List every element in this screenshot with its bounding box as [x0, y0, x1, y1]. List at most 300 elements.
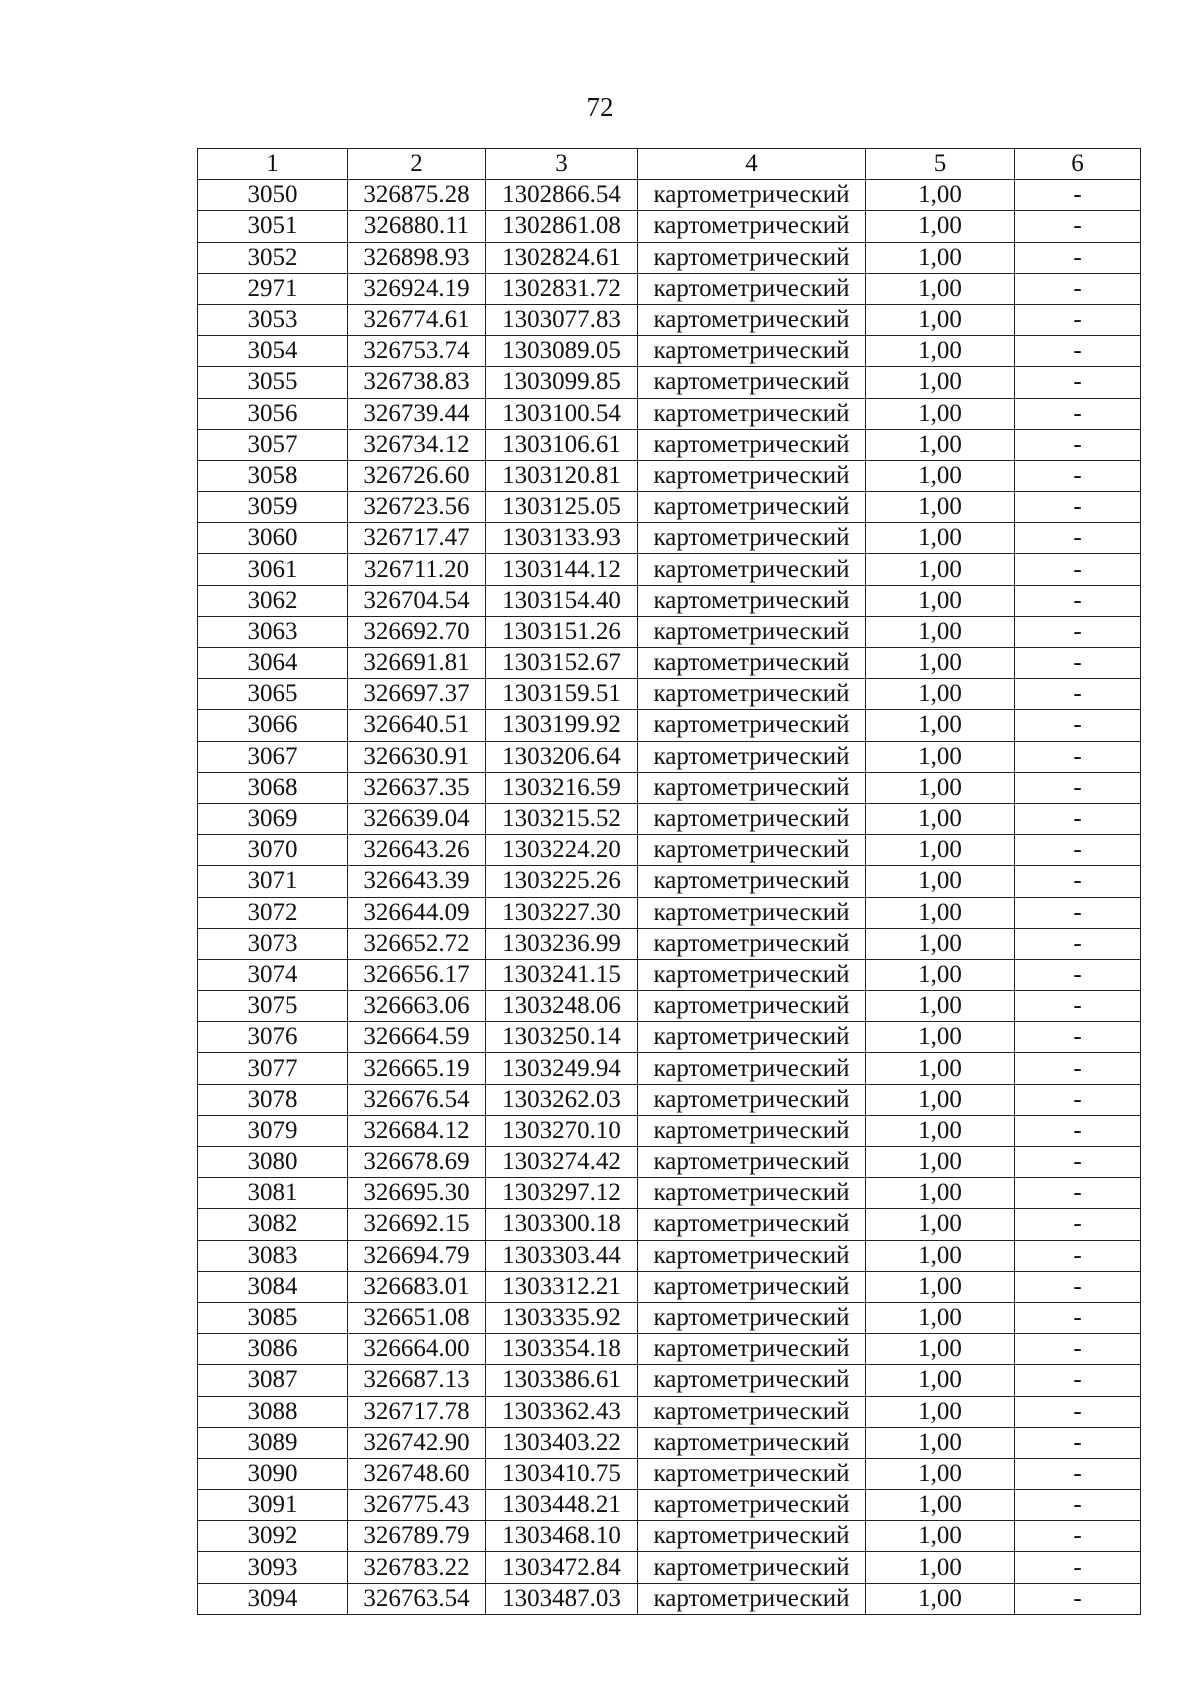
- method-cell: картометрический: [638, 1552, 866, 1583]
- point-number-cell: 3054: [198, 336, 348, 367]
- method-cell: картометрический: [638, 1115, 866, 1146]
- point-number-cell: 3094: [198, 1583, 348, 1614]
- note-cell: -: [1015, 1521, 1141, 1552]
- precision-cell: 1,00: [866, 1552, 1015, 1583]
- note-cell: -: [1015, 1178, 1141, 1209]
- table-row: [198, 523, 1141, 554]
- table-row: [198, 1552, 1141, 1583]
- column-header-5: 5: [866, 149, 1015, 180]
- note-cell: -: [1015, 835, 1141, 866]
- x-coordinate-cell: 326775.43: [348, 1490, 486, 1521]
- table-row: [198, 1458, 1141, 1489]
- y-coordinate-cell: 1303225.26: [486, 866, 638, 897]
- method-cell: картометрический: [638, 616, 866, 647]
- y-coordinate-cell: 1303120.81: [486, 460, 638, 491]
- note-cell: -: [1015, 1271, 1141, 1302]
- precision-cell: 1,00: [866, 1427, 1015, 1458]
- x-coordinate-cell: 326692.15: [348, 1209, 486, 1240]
- x-coordinate-cell: 326738.83: [348, 367, 486, 398]
- method-cell: картометрический: [638, 928, 866, 959]
- precision-cell: 1,00: [866, 648, 1015, 679]
- note-cell: -: [1015, 429, 1141, 460]
- method-cell: картометрический: [638, 710, 866, 741]
- precision-cell: 1,00: [866, 991, 1015, 1022]
- y-coordinate-cell: 1303159.51: [486, 679, 638, 710]
- point-number-cell: 3065: [198, 679, 348, 710]
- precision-cell: 1,00: [866, 741, 1015, 772]
- y-coordinate-cell: 1303386.61: [486, 1365, 638, 1396]
- precision-cell: 1,00: [866, 1084, 1015, 1115]
- x-coordinate-cell: 326717.47: [348, 523, 486, 554]
- precision-cell: 1,00: [866, 866, 1015, 897]
- precision-cell: 1,00: [866, 1521, 1015, 1552]
- table-row: [198, 336, 1141, 367]
- x-coordinate-cell: 326651.08: [348, 1302, 486, 1333]
- x-coordinate-cell: 326640.51: [348, 710, 486, 741]
- x-coordinate-cell: 326739.44: [348, 398, 486, 429]
- x-coordinate-cell: 326652.72: [348, 928, 486, 959]
- x-coordinate-cell: 326676.54: [348, 1084, 486, 1115]
- method-cell: картометрический: [638, 1302, 866, 1333]
- y-coordinate-cell: 1303468.10: [486, 1521, 638, 1552]
- method-cell: картометрический: [638, 367, 866, 398]
- table-row: [198, 242, 1141, 273]
- y-coordinate-cell: 1303224.20: [486, 835, 638, 866]
- x-coordinate-cell: 326924.19: [348, 273, 486, 304]
- x-coordinate-cell: 326644.09: [348, 897, 486, 928]
- precision-cell: 1,00: [866, 1583, 1015, 1614]
- x-coordinate-cell: 326663.06: [348, 991, 486, 1022]
- y-coordinate-cell: 1303133.93: [486, 523, 638, 554]
- y-coordinate-cell: 1303270.10: [486, 1115, 638, 1146]
- note-cell: -: [1015, 211, 1141, 242]
- table-row: [198, 679, 1141, 710]
- note-cell: -: [1015, 1022, 1141, 1053]
- x-coordinate-cell: 326697.37: [348, 679, 486, 710]
- y-coordinate-cell: 1303249.94: [486, 1053, 638, 1084]
- point-number-cell: 3091: [198, 1490, 348, 1521]
- method-cell: картометрический: [638, 1490, 866, 1521]
- x-coordinate-cell: 326692.70: [348, 616, 486, 647]
- precision-cell: 1,00: [866, 1022, 1015, 1053]
- precision-cell: 1,00: [866, 242, 1015, 273]
- table-row: [198, 1022, 1141, 1053]
- note-cell: -: [1015, 492, 1141, 523]
- note-cell: -: [1015, 242, 1141, 273]
- note-cell: -: [1015, 897, 1141, 928]
- point-number-cell: 3062: [198, 585, 348, 616]
- method-cell: картометрический: [638, 429, 866, 460]
- method-cell: картометрический: [638, 273, 866, 304]
- precision-cell: 1,00: [866, 1240, 1015, 1271]
- x-coordinate-cell: 326898.93: [348, 242, 486, 273]
- x-coordinate-cell: 326783.22: [348, 1552, 486, 1583]
- note-cell: -: [1015, 1334, 1141, 1365]
- note-cell: -: [1015, 1240, 1141, 1271]
- table-row: [198, 1427, 1141, 1458]
- y-coordinate-cell: 1303487.03: [486, 1583, 638, 1614]
- method-cell: картометрический: [638, 959, 866, 990]
- table-header-row: [198, 149, 1141, 180]
- point-number-cell: 3069: [198, 803, 348, 834]
- x-coordinate-cell: 326753.74: [348, 336, 486, 367]
- note-cell: -: [1015, 1365, 1141, 1396]
- note-cell: -: [1015, 273, 1141, 304]
- point-number-cell: 3060: [198, 523, 348, 554]
- note-cell: -: [1015, 460, 1141, 491]
- x-coordinate-cell: 326683.01: [348, 1271, 486, 1302]
- x-coordinate-cell: 326691.81: [348, 648, 486, 679]
- x-coordinate-cell: 326704.54: [348, 585, 486, 616]
- y-coordinate-cell: 1303297.12: [486, 1178, 638, 1209]
- y-coordinate-cell: 1303300.18: [486, 1209, 638, 1240]
- precision-cell: 1,00: [866, 429, 1015, 460]
- precision-cell: 1,00: [866, 585, 1015, 616]
- method-cell: картометрический: [638, 866, 866, 897]
- x-coordinate-cell: 326774.61: [348, 304, 486, 335]
- y-coordinate-cell: 1303144.12: [486, 554, 638, 585]
- y-coordinate-cell: 1303227.30: [486, 897, 638, 928]
- point-number-cell: 3088: [198, 1396, 348, 1427]
- precision-cell: 1,00: [866, 803, 1015, 834]
- note-cell: -: [1015, 679, 1141, 710]
- table-row: [198, 1240, 1141, 1271]
- method-cell: картометрический: [638, 741, 866, 772]
- method-cell: картометрический: [638, 803, 866, 834]
- column-header-3: 3: [486, 149, 638, 180]
- y-coordinate-cell: 1303274.42: [486, 1147, 638, 1178]
- precision-cell: 1,00: [866, 1396, 1015, 1427]
- point-number-cell: 3051: [198, 211, 348, 242]
- point-number-cell: 3071: [198, 866, 348, 897]
- point-number-cell: 3083: [198, 1240, 348, 1271]
- precision-cell: 1,00: [866, 679, 1015, 710]
- precision-cell: 1,00: [866, 554, 1015, 585]
- method-cell: картометрический: [638, 679, 866, 710]
- table-row: [198, 1490, 1141, 1521]
- point-number-cell: 3087: [198, 1365, 348, 1396]
- table-row: [198, 1396, 1141, 1427]
- method-cell: картометрический: [638, 1147, 866, 1178]
- precision-cell: 1,00: [866, 273, 1015, 304]
- table-row: [198, 1178, 1141, 1209]
- method-cell: картометрический: [638, 1271, 866, 1302]
- table-row: [198, 1583, 1141, 1614]
- y-coordinate-cell: 1302861.08: [486, 211, 638, 242]
- precision-cell: 1,00: [866, 1458, 1015, 1489]
- table-row: [198, 304, 1141, 335]
- x-coordinate-cell: 326630.91: [348, 741, 486, 772]
- point-number-cell: 3059: [198, 492, 348, 523]
- method-cell: картометрический: [638, 772, 866, 803]
- x-coordinate-cell: 326643.26: [348, 835, 486, 866]
- table-row: [198, 1271, 1141, 1302]
- precision-cell: 1,00: [866, 367, 1015, 398]
- x-coordinate-cell: 326637.35: [348, 772, 486, 803]
- point-number-cell: 3056: [198, 398, 348, 429]
- x-coordinate-cell: 326684.12: [348, 1115, 486, 1146]
- point-number-cell: 3075: [198, 991, 348, 1022]
- x-coordinate-cell: 326695.30: [348, 1178, 486, 1209]
- point-number-cell: 2971: [198, 273, 348, 304]
- precision-cell: 1,00: [866, 1178, 1015, 1209]
- y-coordinate-cell: 1303206.64: [486, 741, 638, 772]
- table-row: [198, 835, 1141, 866]
- precision-cell: 1,00: [866, 460, 1015, 491]
- precision-cell: 1,00: [866, 1115, 1015, 1146]
- precision-cell: 1,00: [866, 710, 1015, 741]
- table-row: [198, 741, 1141, 772]
- point-number-cell: 3080: [198, 1147, 348, 1178]
- table-row: [198, 1053, 1141, 1084]
- precision-cell: 1,00: [866, 616, 1015, 647]
- note-cell: -: [1015, 1552, 1141, 1583]
- method-cell: картометрический: [638, 492, 866, 523]
- table-row: [198, 1365, 1141, 1396]
- y-coordinate-cell: 1303262.03: [486, 1084, 638, 1115]
- point-number-cell: 3067: [198, 741, 348, 772]
- table-row: [198, 1115, 1141, 1146]
- table-row: [198, 1084, 1141, 1115]
- precision-cell: 1,00: [866, 1209, 1015, 1240]
- point-number-cell: 3081: [198, 1178, 348, 1209]
- x-coordinate-cell: 326789.79: [348, 1521, 486, 1552]
- precision-cell: 1,00: [866, 336, 1015, 367]
- point-number-cell: 3068: [198, 772, 348, 803]
- method-cell: картометрический: [638, 1396, 866, 1427]
- method-cell: картометрический: [638, 1053, 866, 1084]
- precision-cell: 1,00: [866, 1053, 1015, 1084]
- y-coordinate-cell: 1303448.21: [486, 1490, 638, 1521]
- table-row: [198, 585, 1141, 616]
- precision-cell: 1,00: [866, 211, 1015, 242]
- note-cell: -: [1015, 616, 1141, 647]
- y-coordinate-cell: 1303089.05: [486, 336, 638, 367]
- note-cell: -: [1015, 1490, 1141, 1521]
- y-coordinate-cell: 1303152.67: [486, 648, 638, 679]
- point-number-cell: 3061: [198, 554, 348, 585]
- table-row: [198, 1147, 1141, 1178]
- point-number-cell: 3078: [198, 1084, 348, 1115]
- x-coordinate-cell: 326664.00: [348, 1334, 486, 1365]
- note-cell: -: [1015, 336, 1141, 367]
- method-cell: картометрический: [638, 991, 866, 1022]
- y-coordinate-cell: 1303100.54: [486, 398, 638, 429]
- table-row: [198, 928, 1141, 959]
- note-cell: -: [1015, 741, 1141, 772]
- precision-cell: 1,00: [866, 1334, 1015, 1365]
- note-cell: -: [1015, 1084, 1141, 1115]
- y-coordinate-cell: 1303410.75: [486, 1458, 638, 1489]
- table-row: [198, 616, 1141, 647]
- x-coordinate-cell: 326694.79: [348, 1240, 486, 1271]
- point-number-cell: 3093: [198, 1552, 348, 1583]
- precision-cell: 1,00: [866, 928, 1015, 959]
- x-coordinate-cell: 326717.78: [348, 1396, 486, 1427]
- point-number-cell: 3089: [198, 1427, 348, 1458]
- precision-cell: 1,00: [866, 897, 1015, 928]
- method-cell: картометрический: [638, 1458, 866, 1489]
- table-row: [198, 803, 1141, 834]
- table-row: [198, 897, 1141, 928]
- precision-cell: 1,00: [866, 492, 1015, 523]
- y-coordinate-cell: 1303236.99: [486, 928, 638, 959]
- table-row: [198, 1521, 1141, 1552]
- x-coordinate-cell: 326711.20: [348, 554, 486, 585]
- x-coordinate-cell: 326726.60: [348, 460, 486, 491]
- y-coordinate-cell: 1303248.06: [486, 991, 638, 1022]
- method-cell: картометрический: [638, 1427, 866, 1458]
- precision-cell: 1,00: [866, 959, 1015, 990]
- y-coordinate-cell: 1302866.54: [486, 180, 638, 211]
- point-number-cell: 3057: [198, 429, 348, 460]
- column-header-2: 2: [348, 149, 486, 180]
- precision-cell: 1,00: [866, 523, 1015, 554]
- note-cell: -: [1015, 991, 1141, 1022]
- point-number-cell: 3064: [198, 648, 348, 679]
- method-cell: картометрический: [638, 1240, 866, 1271]
- method-cell: картометрический: [638, 180, 866, 211]
- point-number-cell: 3086: [198, 1334, 348, 1365]
- note-cell: -: [1015, 710, 1141, 741]
- y-coordinate-cell: 1303472.84: [486, 1552, 638, 1583]
- x-coordinate-cell: 326875.28: [348, 180, 486, 211]
- x-coordinate-cell: 326643.39: [348, 866, 486, 897]
- y-coordinate-cell: 1302824.61: [486, 242, 638, 273]
- point-number-cell: 3066: [198, 710, 348, 741]
- y-coordinate-cell: 1303312.21: [486, 1271, 638, 1302]
- method-cell: картометрический: [638, 1209, 866, 1240]
- precision-cell: 1,00: [866, 1365, 1015, 1396]
- note-cell: -: [1015, 648, 1141, 679]
- method-cell: картометрический: [638, 585, 866, 616]
- table-row: [198, 710, 1141, 741]
- point-number-cell: 3058: [198, 460, 348, 491]
- y-coordinate-cell: 1303335.92: [486, 1302, 638, 1333]
- note-cell: -: [1015, 1583, 1141, 1614]
- y-coordinate-cell: 1303151.26: [486, 616, 638, 647]
- note-cell: -: [1015, 1147, 1141, 1178]
- method-cell: картометрический: [638, 835, 866, 866]
- note-cell: -: [1015, 1396, 1141, 1427]
- x-coordinate-cell: 326678.69: [348, 1147, 486, 1178]
- y-coordinate-cell: 1302831.72: [486, 273, 638, 304]
- note-cell: -: [1015, 367, 1141, 398]
- y-coordinate-cell: 1303154.40: [486, 585, 638, 616]
- point-number-cell: 3073: [198, 928, 348, 959]
- method-cell: картометрический: [638, 242, 866, 273]
- method-cell: картометрический: [638, 460, 866, 491]
- y-coordinate-cell: 1303125.05: [486, 492, 638, 523]
- y-coordinate-cell: 1303303.44: [486, 1240, 638, 1271]
- point-number-cell: 3050: [198, 180, 348, 211]
- method-cell: картометрический: [638, 1334, 866, 1365]
- y-coordinate-cell: 1303099.85: [486, 367, 638, 398]
- table-body: [198, 180, 1141, 1615]
- table-row: [198, 460, 1141, 491]
- table-row: [198, 866, 1141, 897]
- table-row: [198, 367, 1141, 398]
- note-cell: -: [1015, 180, 1141, 211]
- method-cell: картометрический: [638, 1178, 866, 1209]
- coordinates-table: [197, 148, 1141, 1615]
- y-coordinate-cell: 1303215.52: [486, 803, 638, 834]
- table-row: [198, 772, 1141, 803]
- precision-cell: 1,00: [866, 1271, 1015, 1302]
- note-cell: -: [1015, 959, 1141, 990]
- table-row: [198, 429, 1141, 460]
- y-coordinate-cell: 1303216.59: [486, 772, 638, 803]
- point-number-cell: 3074: [198, 959, 348, 990]
- point-number-cell: 3092: [198, 1521, 348, 1552]
- method-cell: картометрический: [638, 336, 866, 367]
- point-number-cell: 3077: [198, 1053, 348, 1084]
- method-cell: картометрический: [638, 304, 866, 335]
- note-cell: -: [1015, 1427, 1141, 1458]
- method-cell: картометрический: [638, 1365, 866, 1396]
- point-number-cell: 3063: [198, 616, 348, 647]
- precision-cell: 1,00: [866, 398, 1015, 429]
- column-header-4: 4: [638, 149, 866, 180]
- table-row: [198, 211, 1141, 242]
- point-number-cell: 3052: [198, 242, 348, 273]
- table-row: [198, 1334, 1141, 1365]
- note-cell: -: [1015, 1458, 1141, 1489]
- note-cell: -: [1015, 803, 1141, 834]
- table-row: [198, 959, 1141, 990]
- x-coordinate-cell: 326734.12: [348, 429, 486, 460]
- y-coordinate-cell: 1303241.15: [486, 959, 638, 990]
- y-coordinate-cell: 1303354.18: [486, 1334, 638, 1365]
- table-row: [198, 273, 1141, 304]
- method-cell: картометрический: [638, 648, 866, 679]
- point-number-cell: 3090: [198, 1458, 348, 1489]
- note-cell: -: [1015, 398, 1141, 429]
- note-cell: -: [1015, 585, 1141, 616]
- precision-cell: 1,00: [866, 180, 1015, 211]
- x-coordinate-cell: 326665.19: [348, 1053, 486, 1084]
- method-cell: картометрический: [638, 523, 866, 554]
- precision-cell: 1,00: [866, 1490, 1015, 1521]
- x-coordinate-cell: 326880.11: [348, 211, 486, 242]
- y-coordinate-cell: 1303106.61: [486, 429, 638, 460]
- method-cell: картометрический: [638, 1084, 866, 1115]
- table-row: [198, 398, 1141, 429]
- table-row: [198, 991, 1141, 1022]
- point-number-cell: 3082: [198, 1209, 348, 1240]
- method-cell: картометрический: [638, 211, 866, 242]
- precision-cell: 1,00: [866, 835, 1015, 866]
- table-row: [198, 1209, 1141, 1240]
- point-number-cell: 3079: [198, 1115, 348, 1146]
- x-coordinate-cell: 326748.60: [348, 1458, 486, 1489]
- point-number-cell: 3072: [198, 897, 348, 928]
- x-coordinate-cell: 326664.59: [348, 1022, 486, 1053]
- note-cell: -: [1015, 1053, 1141, 1084]
- precision-cell: 1,00: [866, 1302, 1015, 1333]
- note-cell: -: [1015, 1302, 1141, 1333]
- method-cell: картометрический: [638, 1521, 866, 1552]
- note-cell: -: [1015, 1209, 1141, 1240]
- method-cell: картометрический: [638, 398, 866, 429]
- table-row: [198, 492, 1141, 523]
- table-row: [198, 1302, 1141, 1333]
- point-number-cell: 3053: [198, 304, 348, 335]
- y-coordinate-cell: 1303250.14: [486, 1022, 638, 1053]
- precision-cell: 1,00: [866, 1147, 1015, 1178]
- note-cell: -: [1015, 304, 1141, 335]
- x-coordinate-cell: 326687.13: [348, 1365, 486, 1396]
